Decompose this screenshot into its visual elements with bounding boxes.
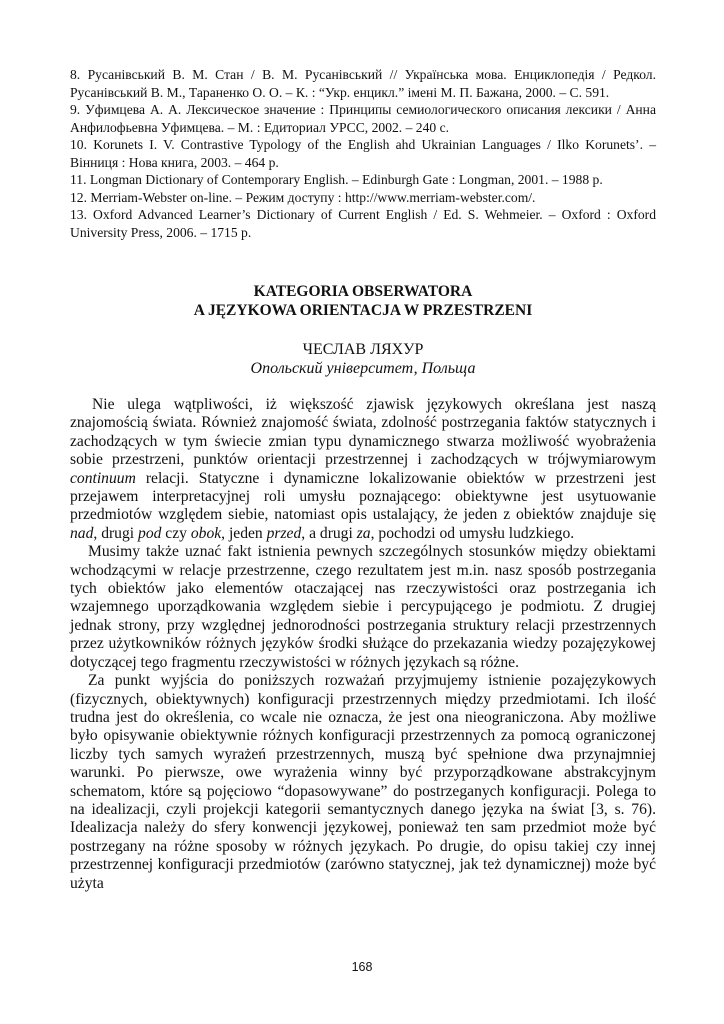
reference-item-13: 13. Oxford Advanced Learner’s Dictionary of Current English / Ed. S. Wehmeier. – Oxford : Oxford University Press, 2006. – 1715 p. [70, 207, 656, 240]
reference-item-8: 8. Русанівський В. М. Стан / В. М. Русанівський // Українська мова. Енциклопедія / Редкол. Русанівський В. М., Тараненко О. О. – К. : “Укр. енцикл.” імені М. П. Бажана, 2000. – С. 591. [70, 67, 656, 100]
paragraph-1-text-d: czy [161, 524, 191, 542]
reference-item-9: 9. Уфимцева А. А. Лексическое значение : Принципы семиологического описания лексики / Анна Анфилофьевна Уфимцева. – М. : Едиториал УРСС, 2002. – 240 с. [70, 102, 656, 135]
term-przed: przed [266, 524, 302, 542]
paragraph-1-text-e: , jeden [221, 524, 267, 542]
paragraph-1-text-c: , drugi [93, 524, 139, 542]
paragraph-1-text-f: , a drugi [301, 524, 357, 542]
article-title [70, 282, 656, 320]
paragraph-1-text-g: , pochodzi od umysłu ludzkiego. [370, 524, 575, 542]
term-pod: pod [138, 524, 162, 542]
author-affiliation: Опольский університет, Польща [250, 360, 476, 377]
reference-item-10: 10. Korunets I. V. Contrastive Typology of the English ahd Ukrainian Languages / Ilko Korunets’. – Вінниця : Нова книга, 2003. – 464 p. [70, 137, 656, 170]
term-nad: nad [70, 524, 94, 542]
article-body [70, 396, 656, 893]
term-za: za [356, 524, 371, 542]
author-block [70, 340, 656, 378]
reference-list [70, 66, 656, 241]
paragraph-1-text-a: Nie ulega wątpliwości, iż większość zjawisk językowych określana jest naszą znajomością świata. Również znajomość świata, zdolność postrzegania faktów statycznych i zachodzących w tym świecie zmian typu dynamicznego stwarza możliwość wyobrażenia sobie przestrzeni, punktów orientacji przestrzennej i zachodzących w trójwymiarowym [70, 396, 656, 469]
body-paragraph-3: Za punkt wyjścia do poniższych rozważań przyjmujemy istnienie pozajęzykowych (fizycznych, obiektywnych) konfiguracji przestrzennych między przedmiotami. Ich ilość trudna jest do określenia, co wcale nie oznacza, że jest ona nieograniczona. Aby możliwe było opisywanie obiektywnie różnych konfiguracji przestrzennych za pomocą ograniczonej liczby tych samych wyrażeń przestrzennych, muszą być spełnione dwa przynajmniej warunki. Po pierwsze, owe wyrażenia winny być przyporządkowane abstrakcyjnym schematom, które są pojęciowo “dopasowywane” do postrzeganych konfiguracji. Polega to na idealizacji, czyli projekcji kategorii semantycznych danego języka na świat [3, s. 76). Idealizacja należy do sfery konwencji językowej, ponieważ ten sam przedmiot może być postrzegany na różne sposoby w różnych językach. Po drugie, do opisu takiej czy innej przestrzennej konfiguracji przedmiotów (zarówno statycznej, jak też dynamicznej) może być użyta [70, 672, 656, 892]
body-paragraph-1 [70, 396, 656, 543]
term-obok: obok [190, 524, 222, 542]
article-title-line-2: A JĘZYKOWA ORIENTACJA W PRZESTRZENI [193, 302, 533, 319]
body-paragraph-2: Musimy także uznać fakt istnienia pewnych szczególnych stosunków między obiektami wchodzącymi w relacje przestrzenne, czego rezultatem jest m.in. nasz sposób postrzegania tych obiektów jako elementów otaczającej nas rzeczywistości oraz postrzegania ich wzajemnego uporządkowania względem siebie i percypującego je podmiotu. Z drugiej jednak strony, przy względnej jednorodności postrzegania struktury relacji przestrzennych przez użytkowników różnych języków środki służące do przekazania wiedzy pozajęzykowej dotyczącej tego fragmentu rzeczywistości w różnych językach są różne. [70, 543, 656, 671]
author-name: ЧЕСЛАВ ЛЯХУР [302, 341, 424, 358]
page-number: 168 [351, 960, 373, 974]
article-title-line-1: KATEGORIA OBSERWATORA [253, 283, 473, 300]
reference-item-12: 12. Merriam-Webster on-line. – Режим доступу : http://www.merriam-webster.com/. [70, 189, 536, 205]
reference-item-11: 11. Longman Dictionary of Contemporary English. – Edinburgh Gate : Longman, 2001. – 1988 p. [70, 172, 603, 187]
term-continuum: continuum [70, 469, 136, 487]
paragraph-1-text-b: relacji. Statyczne i dynamiczne lokalizowanie obiektów w przestrzeni jest przejawem interpretacyjnej roli umysłu poznającego: obiektywne jest usytuowanie przedmiotów względem siebie, natomiast opis ustalający, że jeden z obiektów znajduje się [70, 469, 656, 524]
